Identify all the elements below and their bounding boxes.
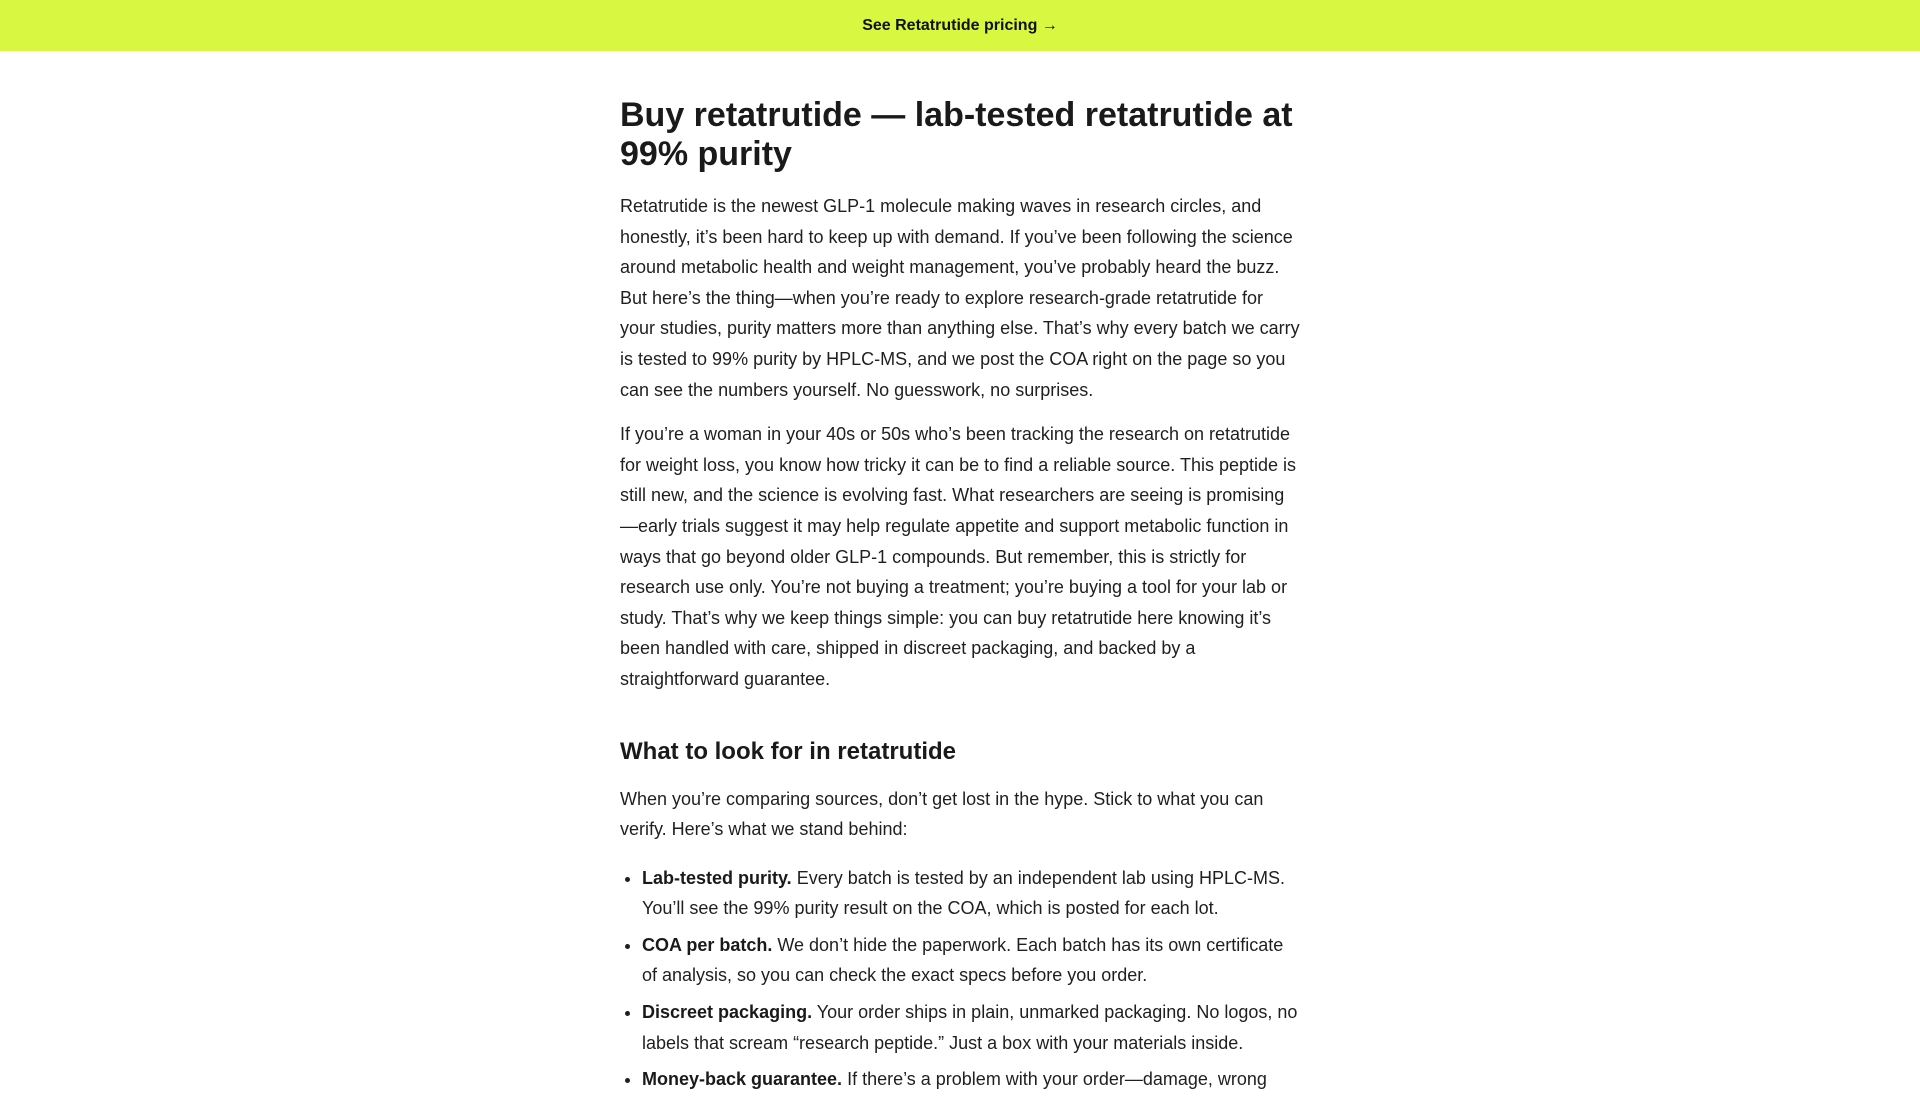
section-heading: What to look for in retatrutide — [620, 737, 956, 765]
list-item-text: Your order ships in plain, unmarked packaging. No logos, no labels that scream “research peptide.” Just a box with your materials inside. — [642, 1002, 1298, 1053]
list-item — [642, 997, 1302, 1058]
list-item-text: Every batch is tested by an independent lab using HPLC-MS. You’ll see the 99% purity result on the COA, which is posted for each lot. — [642, 867, 1285, 919]
section-intro: When you’re comparing sources, don’t get lost in the hype. Stick to what you can verify. Here’s what we stand behind: — [620, 788, 1264, 840]
article — [620, 96, 1302, 1101]
list-item-label: Money-back guarantee. — [642, 1069, 843, 1090]
promo-bar — [0, 0, 1920, 51]
intro-paragraph: Retatrutide is the newest GLP-1 molecule making waves in research circles, and honestly, it’s been hard to keep up with demand. If you’ve been following the science around metabolic health and weight management, you’ve probably heard the buzz. But here’s the thing—when you’re ready to explore research-grade retatrutide for your studies, purity matters more than anything else. That’s why every batch we carry is tested to 99% purity by HPLC-MS, and we post the COA right on the page so you can see the numbers yourself. No guesswork, no surprises. — [620, 196, 1300, 400]
page-title: Buy retatrutide — lab-tested retatrutide at 99% purity — [620, 96, 1293, 173]
research-paragraph: If you’re a woman in your 40s or 50s who’s been tracking the research on retatrutide for weight loss, you know how tricky it can be to find a reliable source. This peptide is still new, and the science is evolving fast. What researchers are seeing is promising—early trials suggest it may help regulate appetite and support metabolic function in ways that go beyond older GLP-1 compounds. But remember, this is strictly for research use only. You’re not buying a treatment; you’re buying a tool for your lab or study. That’s why we keep things simple: you can buy retatrutide here knowing it’s been handled with care, shipped in discreet packaging, and backed by a straightforward guarantee. — [620, 424, 1297, 689]
list-item — [642, 930, 1302, 991]
list-item-label: Lab-tested purity. — [642, 867, 792, 888]
feature-list — [620, 863, 1302, 1095]
list-item-text: We don’t hide the paperwork. Each batch has its own certificate of analysis, so you can check the exact specs before you order. — [642, 934, 1284, 986]
see-pricing-link[interactable]: See Retatrutide pricing → — [862, 16, 1058, 34]
list-item-label: COA per batch. — [642, 934, 773, 955]
list-item-text: If there’s a problem with your order—damage, wrong — [842, 1069, 1267, 1090]
list-item-label: Discreet packaging. — [642, 1002, 813, 1023]
list-item — [642, 863, 1302, 924]
